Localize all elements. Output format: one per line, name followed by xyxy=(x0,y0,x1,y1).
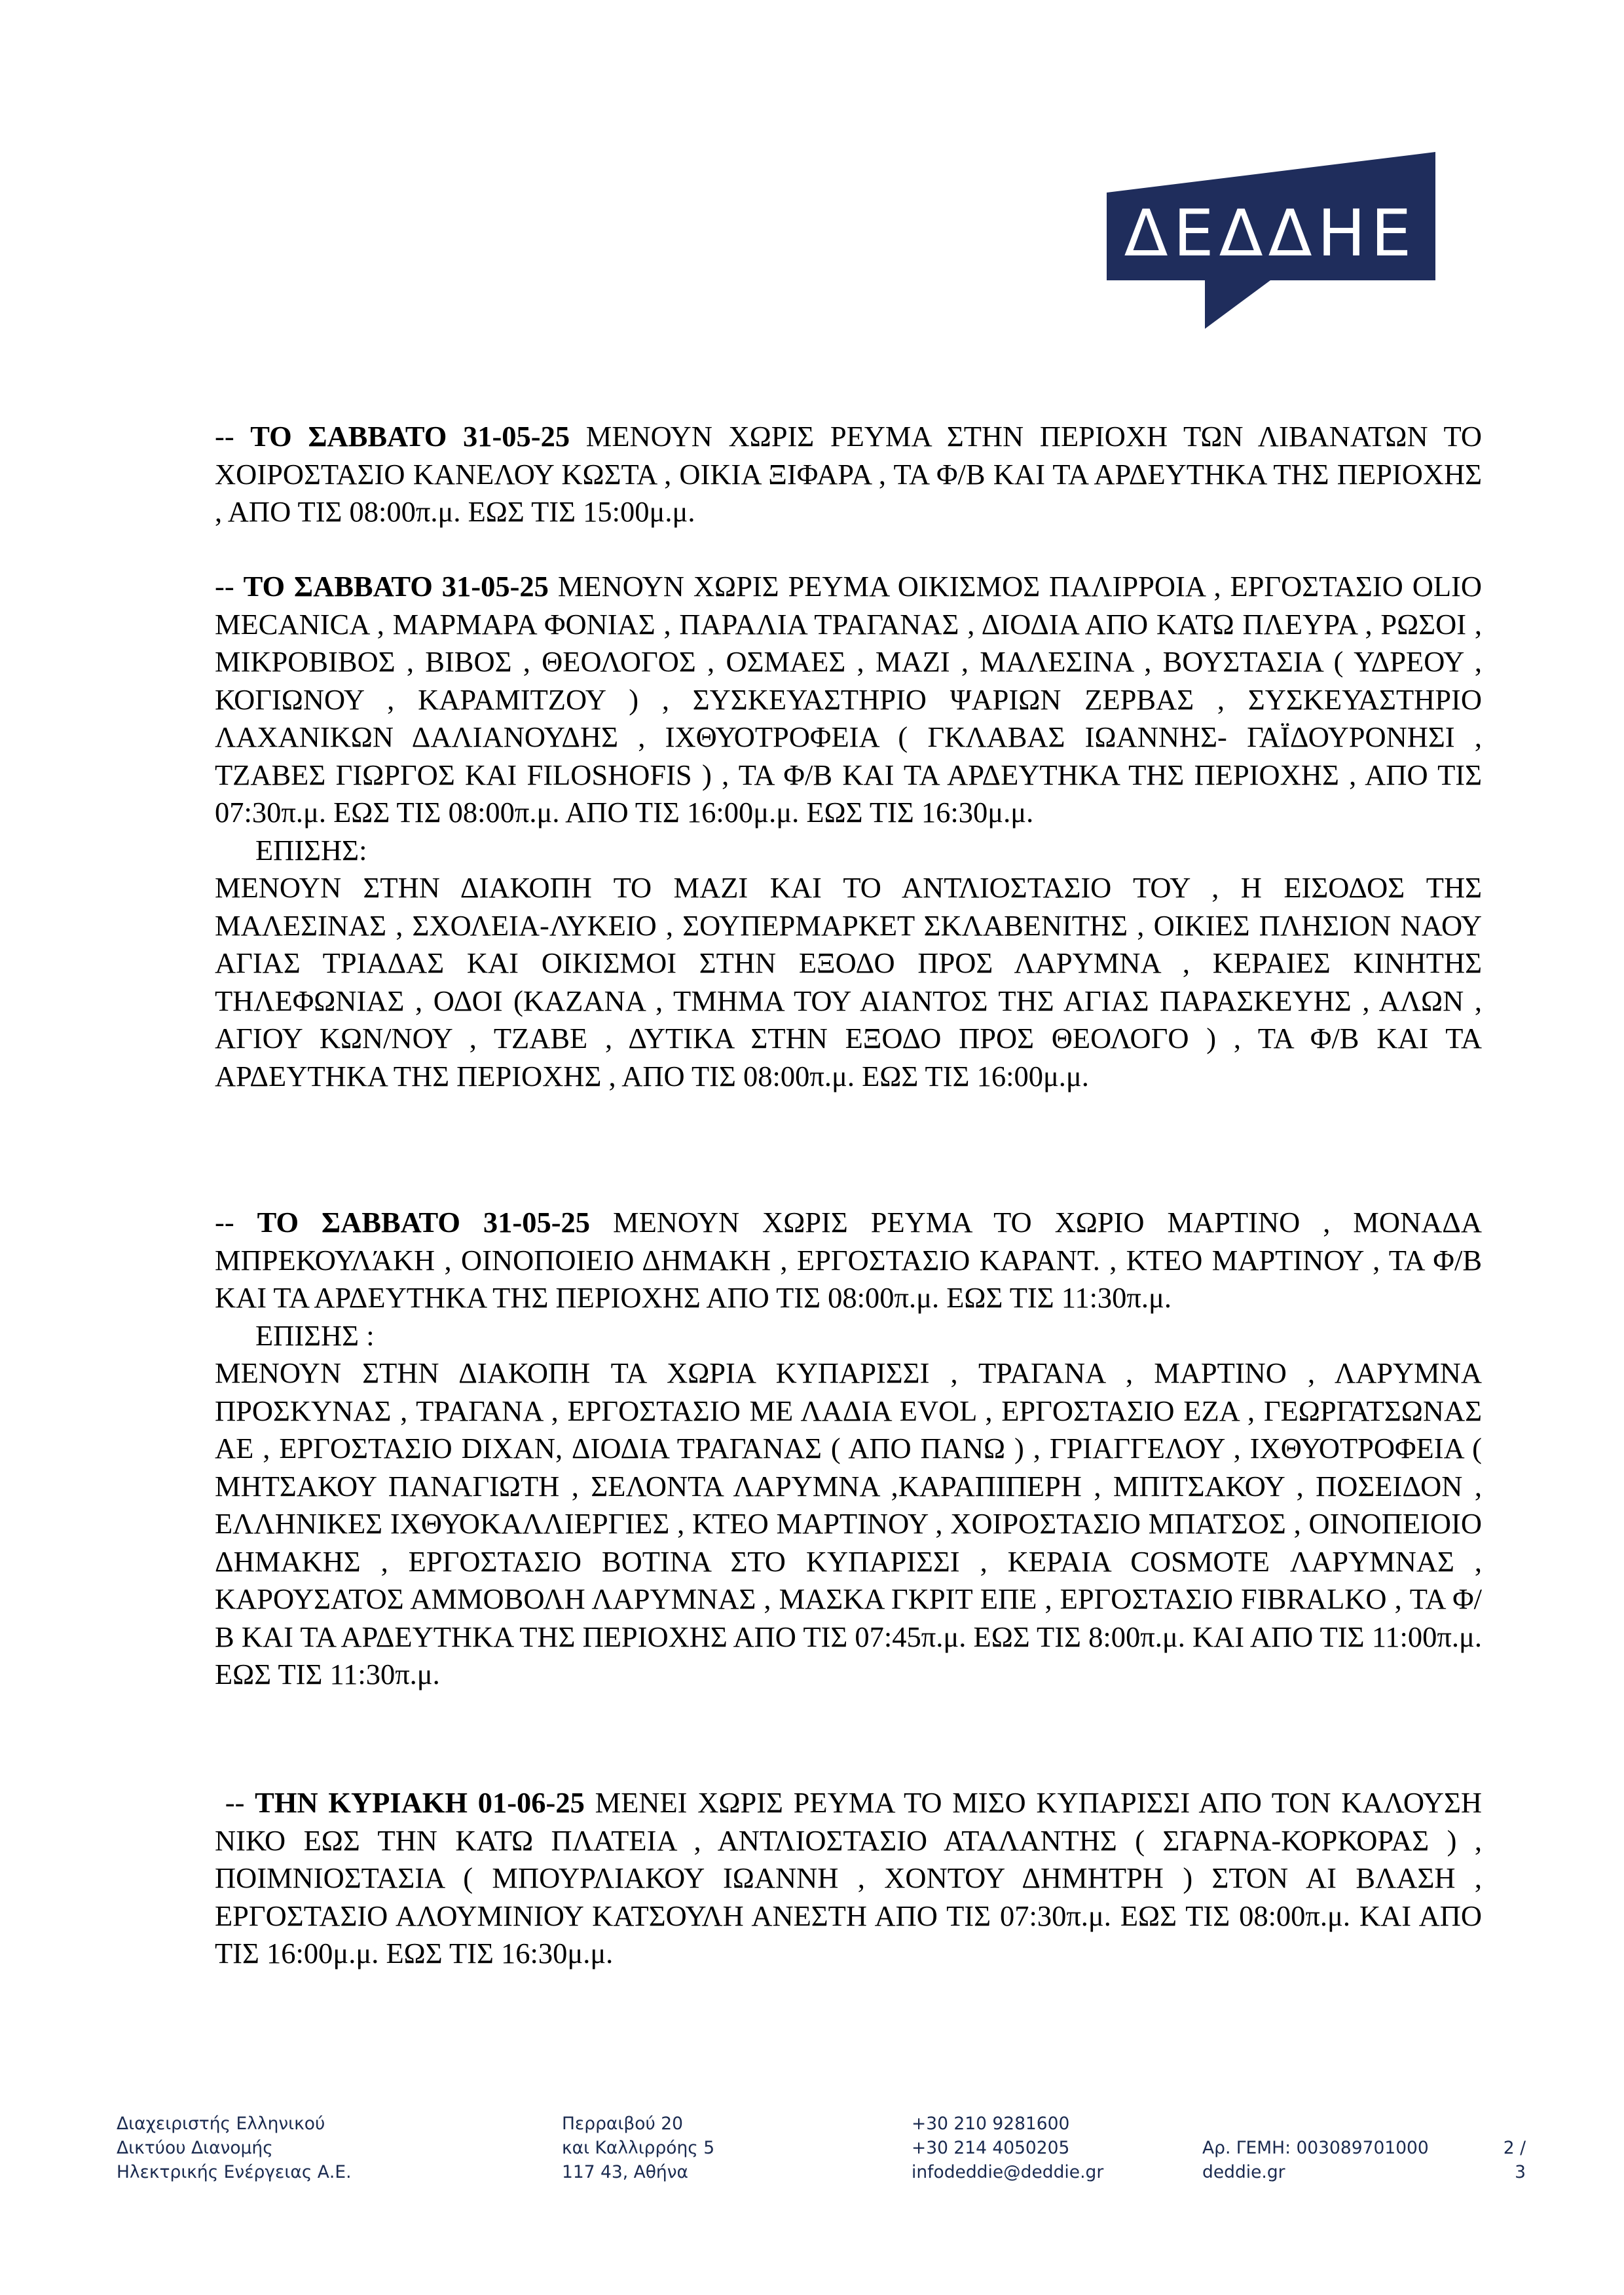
notice-paragraph-2 xyxy=(215,568,1482,1095)
footer-line xyxy=(1202,2112,1429,2136)
footer-email: infodeddie@deddie.gr xyxy=(912,2162,1104,2182)
footer-line: 117 43, Αθήνα xyxy=(562,2162,688,2182)
page-current: 2 / xyxy=(1503,2138,1526,2158)
notice-date: ΤΗΝ ΚΥΡΙΑΚΗ 01-06-25 xyxy=(255,1786,585,1819)
also-label: ΕΠΙΣΗΣ: xyxy=(255,833,367,867)
notice-dash: -- xyxy=(215,570,244,603)
notice-paragraph-3 xyxy=(215,1204,1482,1694)
footer-address xyxy=(562,2112,714,2184)
notice-dash: -- xyxy=(215,420,251,453)
also-text: ΜΕΝΟΥΝ ΣΤΗΝ ΔΙΑΚΟΠΗ ΤΟ ΜΑΖΙ ΚΑΙ ΤΟ ΑΝΤΛΙΟΣΤΑΣΙΟ ΤΟΥ , Η ΕΙΣΟΔΟΣ ΤΗΣ ΜΑΛΕΣΙΝΑΣ , ΣΧΟΛΕΙΑ-ΛΥΚΕΙΟ , ΣΟΥΠΕΡΜΑΡΚΕΤ ΣΚΛΑΒΕΝΙΤΗΣ , ΟΙΚΙΕΣ ΠΛΗΣΙΟΝ ΝΑΟΥ ΑΓΙΑΣ ΤΡΙΑΔΑΣ ΚΑΙ ΟΙΚΙΣΜΟΙ ΣΤΗΝ ΕΞΟΔΟ ΠΡΟΣ ΛΑΡΥΜΝΑ , ΚΕΡΑΙΕΣ ΚΙΝΗΤΗΣ ΤΗΛΕΦΩΝΙΑΣ , ΟΔΟΙ (ΚΑΖΑΝΑ , ΤΜΗΜΑ ΤΟΥ ΑΙΑΝΤΟΣ ΤΗΣ ΑΓΙΑΣ ΠΑΡΑΣΚΕΥΗΣ , ΑΛΩΝ , ΑΓΙΟΥ ΚΩΝ/ΝΟΥ , ΤΖΑΒΕ , ΔΥΤΙΚΑ ΣΤΗΝ ΕΞΟΔΟ ΠΡΟΣ ΘΕΟΛΟΓΟ ) , ΤΑ Φ/Β ΚΑΙ ΤΑ ΑΡΔΕΥΤΗΚΑ ΤΗΣ ΠΕΡΙΟΧΗΣ , ΑΠΟ ΤΙΣ 08:00π.μ. ΕΩΣ ΤΙΣ 16:00μ.μ. xyxy=(215,871,1482,1092)
footer-line: Διαχειριστής Ελληνικού xyxy=(117,2114,325,2134)
notice-date: ΤΟ ΣΑΒΒΑΤΟ 31-05-25 xyxy=(257,1206,591,1239)
footer-contact xyxy=(912,2112,1103,2184)
notice-date: ΤΟ ΣΑΒΒΑΤΟ 31-05-25 xyxy=(250,420,570,453)
footer-line xyxy=(1488,2112,1526,2136)
footer-website: deddie.gr xyxy=(1202,2162,1285,2182)
also-label: ΕΠΙΣΗΣ : xyxy=(255,1318,375,1352)
notice-body: ΜΕΝΟΥΝ ΧΩΡΙΣ ΡΕΥΜΑ ΟΙΚΙΣΜΟΣ ΠΑΛΙΡΡΟΙΑ , ΕΡΓΟΣΤΑΣΙΟ OLIO MECANICA , ΜΑΡΜΑΡΑ ΦΟΝΙΑΣ , ΠΑΡΑΛΙΑ ΤΡΑΓΑΝΑΣ , ΔΙΟΔΙΑ ΑΠΟ ΚΑΤΩ ΠΛΕΥΡΑ , ΡΩΣΟΙ , ΜΙΚΡΟΒΙΒΟΣ , ΒΙΒΟΣ , ΘΕΟΛΟΓΟΣ , ΟΣΜΑΕΣ , ΜΑΖΙ , ΜΑΛΕΣΙΝΑ , ΒΟΥΣΤΑΣΙΑ ( ΥΔΡΕΟΥ , ΚΟΓΙΩΝΟΥ , ΚΑΡΑΜΙΤΖΟΥ ) , ΣΥΣΚΕΥΑΣΤΗΡΙΟ ΨΑΡΙΩΝ ΖΕΡΒΑΣ , ΣΥΣΚΕΥΑΣΤΗΡΙΟ ΛΑΧΑΝΙΚΩΝ ΔΑΛΙΑΝΟΥΔΗΣ , ΙΧΘΥΟΤΡΟΦΕΙΑ ( ΓΚΛΑΒΑΣ ΙΩΑΝΝΗΣ- ΓΑΪΔΟΥΡΟΝΗΣΙ , ΤΖΑΒΕΣ ΓΙΩΡΓΟΣ ΚΑΙ FILOSHOFIS ) , ΤΑ Φ/Β ΚΑΙ ΤΑ ΑΡΔΕΥΤΗΚΑ ΤΗΣ ΠΕΡΙΟΧΗΣ , ΑΠΟ ΤΙΣ 07:30π.μ. ΕΩΣ ΤΙΣ 08:00π.μ. ΑΠΟ ΤΙΣ 16:00μ.μ. ΕΩΣ ΤΙΣ 16:30μ.μ. xyxy=(215,570,1482,829)
footer-company xyxy=(117,2112,352,2184)
footer-line: και Καλλιρρόης 5 xyxy=(562,2138,715,2158)
logo-graphic xyxy=(1107,152,1447,329)
logo-tail-shape xyxy=(1205,280,1270,329)
footer-registry xyxy=(1202,2112,1429,2184)
notice-body: ΜΕΝΕΙ ΧΩΡΙΣ ΡΕΥΜΑ ΤΟ ΜΙΣΟ ΚΥΠΑΡΙΣΣΙ ΑΠΟ ΤΟΝ ΚΑΛΟΥΣΗ ΝΙΚΟ ΕΩΣ ΤΗΝ ΚΑΤΩ ΠΛΑΤΕΙΑ , ΑΝΤΛΙΟΣΤΑΣΙΟ ΑΤΑΛΑΝΤΗΣ ( ΣΓΑΡΝΑ-ΚΟΡΚΟΡΑΣ ) , ΠΟΙΜΝΙΟΣΤΑΣΙΑ ( ΜΠΟΥΡΛΙΑΚΟΥ ΙΩΑΝΝΗ , ΧΟΝΤΟΥ ΔΗΜΗΤΡΗ ) ΣΤΟΝ ΑΙ ΒΛΑΣΗ , ΕΡΓΟΣΤΑΣΙΟ ΑΛΟΥΜΙΝΙΟΥ ΚΑΤΣΟΥΛΗ ΑΝΕΣΤΗ ΑΠΟ ΤΙΣ 07:30π.μ. ΕΩΣ ΤΙΣ 08:00π.μ. ΚΑΙ ΑΠΟ ΤΙΣ 16:00μ.μ. ΕΩΣ ΤΙΣ 16:30μ.μ. xyxy=(215,1786,1483,1969)
notice-paragraph-1 xyxy=(215,418,1482,531)
logo-text: ΔΕΔΔΗΕ xyxy=(1124,196,1417,271)
footer-phone: +30 214 4050205 xyxy=(912,2138,1070,2158)
also-text: ΜΕΝΟΥΝ ΣΤΗΝ ΔΙΑΚΟΠΗ ΤΑ ΧΩΡΙΑ ΚΥΠΑΡΙΣΣΙ , ΤΡΑΓΑΝΑ , ΜΑΡΤΙΝΟ , ΛΑΡΥΜΝΑ ΠΡΟΣΚΥΝΑΣ , ΤΡΑΓΑΝΑ , ΕΡΓΟΣΤΑΣΙΟ ΜΕ ΛΑΔΙΑ EVOL , ΕΡΓΟΣΤΑΣΙΟ ΕΖΑ , ΓΕΩΡΓΑΤΣΩΝΑΣ ΑΕ , ΕΡΓΟΣΤΑΣΙΟ DIXAN, ΔΙΟΔΙΑ ΤΡΑΓΑΝΑΣ ( ΑΠΟ ΠΑΝΩ ) , ΓΡΙΑΓΓΕΛΟΥ , ΙΧΘΥΟΤΡΟΦΕΙΑ ( ΜΗΤΣΑΚΟΥ ΠΑΝΑΓΙΩΤΗ , ΣΕΛΟΝΤΑ ΛΑΡΥΜΝΑ ,ΚΑΡΑΠΙΠΕΡΗ , ΜΠΙΤΣΑΚΟΥ , ΠΟΣΕΙΔΟΝ , ΕΛΛΗΝΙΚΕΣ ΙΧΘΥΟΚΑΛΛΙΕΡΓΙΕΣ , ΚΤΕΟ ΜΑΡΤΙΝΟΥ , ΧΟΙΡΟΣΤΑΣΙΟ ΜΠΑΤΣΟΣ , ΟΙΝΟΠΕΙΟΙΟ ΔΗΜΑΚΗΣ , ΕΡΓΟΣΤΑΣΙΟ BOTINA ΣΤΟ ΚΥΠΑΡΙΣΣΙ , ΚΕΡΑΙΑ COSMOTE ΛΑΡΥΜΝΑΣ , ΚΑΡΟΥΣΑΤΟΣ ΑΜΜΟΒΟΛΗ ΛΑΡΥΜΝΑΣ , ΜΑΣΚΑ ΓΚΡΙΤ ΕΠΕ , ΕΡΓΟΣΤΑΣΙΟ FIBRALKO , ΤΑ Φ/Β ΚΑΙ ΤΑ ΑΡΔΕΥΤΗΚΑ ΤΗΣ ΠΕΡΙΟΧΗΣ ΑΠΟ ΤΙΣ 07:45π.μ. ΕΩΣ ΤΙΣ 8:00π.μ. ΚΑΙ ΑΠΟ ΤΙΣ 11:00π.μ. ΕΩΣ ΤΙΣ 11:30π.μ. xyxy=(215,1356,1482,1690)
notice-text xyxy=(215,418,1482,531)
footer-phone: +30 210 9281600 xyxy=(912,2114,1070,2134)
notice-text xyxy=(215,1204,1482,1317)
notice-text xyxy=(215,1784,1482,1973)
notice-text xyxy=(215,568,1482,832)
notice-dash: -- xyxy=(215,1206,257,1239)
deddie-logo xyxy=(1107,152,1447,329)
footer-line: Δικτύου Διανομής xyxy=(117,2138,273,2158)
notice-dash: -- xyxy=(215,1786,255,1819)
notice-body: ΜΕΝΟΥΝ ΧΩΡΙΣ ΡΕΥΜΑ ΣΤΗΝ ΠΕΡΙΟΧΗ ΤΩΝ ΛΙΒΑΝΑΤΩΝ ΤΟ ΧΟΙΡΟΣΤΑΣΙΟ ΚΑΝΕΛΟΥ ΚΩΣΤΑ , ΟΙΚΙΑ ΞΙΦΑΡΑ , ΤΑ Φ/Β ΚΑΙ ΤΑ ΑΡΔΕΥΤΗΚΑ ΤΗΣ ΠΕΡΙΟΧΗΣ , ΑΠΟ ΤΙΣ 08:00π.μ. ΕΩΣ ΤΙΣ 15:00μ.μ. xyxy=(215,420,1483,528)
notice-paragraph-4 xyxy=(215,1784,1482,1973)
notice-body: ΜΕΝΟΥΝ ΧΩΡΙΣ ΡΕΥΜΑ ΤΟ ΧΩΡΙΟ ΜΑΡΤΙΝΟ , ΜΟΝΑΔΑ ΜΠΡΕΚΟΥΛΆΚΗ , ΟΙΝΟΠΟΙΕΙΟ ΔΗΜΑΚΗ , ΕΡΓΟΣΤΑΣΙΟ ΚΑΡΑΝΤ. , ΚΤΕΟ ΜΑΡΤΙΝΟΥ , ΤΑ Φ/Β ΚΑΙ ΤΑ ΑΡΔΕΥΤΗΚΑ ΤΗΣ ΠΕΡΙΟΧΗΣ ΑΠΟ ΤΙΣ 08:00π.μ. ΕΩΣ ΤΙΣ 11:30π.μ. xyxy=(215,1206,1483,1314)
notice-date: ΤΟ ΣΑΒΒΑΤΟ 31-05-25 xyxy=(243,570,549,603)
footer-gemi: Αρ. ΓΕΜΗ: 003089701000 xyxy=(1202,2138,1429,2158)
footer-page-number xyxy=(1488,2112,1526,2184)
page-total: 3 xyxy=(1515,2162,1526,2182)
footer-line: Ηλεκτρικής Ενέργειας Α.Ε. xyxy=(117,2162,352,2182)
footer-line: Περραιβού 20 xyxy=(562,2114,683,2134)
